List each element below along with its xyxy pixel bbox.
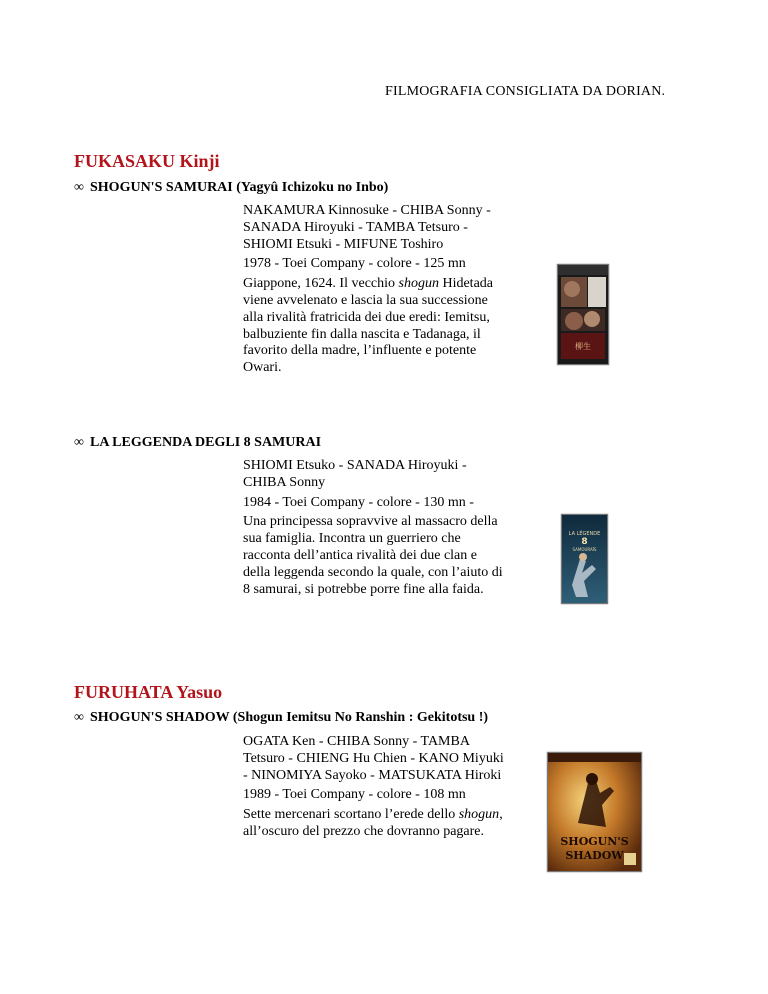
svg-text:SHADOW: SHADOW [565, 849, 624, 862]
film-plot: Sette mercenari scortano l’erede dello shogun, all’oscuro del prezzo che dovranno pagare. [243, 807, 503, 839]
film-info: 1989 - Toei Company - colore - 108 mn [243, 787, 466, 803]
infinity-bullet-icon: ∞ [74, 180, 84, 195]
film-details-shoguns-samurai [243, 203, 505, 380]
poster-image [561, 514, 608, 604]
film-title-leggenda-8-samurai [74, 435, 321, 451]
film-info: 1984 - Toei Company - colore - 130 mn - [243, 494, 474, 510]
poster-image [557, 264, 609, 365]
director-heading-furuhata: FURUHATA Yasuo [74, 682, 223, 702]
film-details-shoguns-shadow [243, 734, 505, 844]
svg-text:柳生: 柳生 [575, 342, 591, 351]
svg-text:SAMOURAÏS: SAMOURAÏS [572, 547, 597, 552]
film-plot: Una principessa sopravvive al massacro della sua famiglia. Incontra un guerriero che racconta dell’antica rivalità dei due clan e della leggenda secondo la quale, con l’aiuto di 8 samurai, si potrebbe porre fine alla faida. [243, 514, 503, 597]
page-title: FILMOGRAFIA CONSIGLIATA DA DORIAN. [385, 84, 666, 99]
poster-image [547, 752, 642, 872]
film-cast: SHIOMI Etsuko - SANADA Hiroyuki - CHIBA Sonny [243, 458, 467, 490]
film-title-text: SHOGUN'S SAMURAI (Yagyû Ichizoku no Inbo) [90, 180, 389, 195]
infinity-bullet-icon: ∞ [74, 435, 84, 450]
poster-text: SHOGUN'S [560, 835, 629, 848]
film-title-text: LA LEGGENDA DEGLI 8 SAMURAI [90, 435, 322, 450]
film-details-leggenda-8-samurai [243, 458, 505, 601]
poster-text: LA LÉGENDE [568, 531, 601, 537]
film-plot: Giappone, 1624. Il vecchio shogun Hidetada viene avvelenato e lascia la sua successione alla rivalità fratricida dei due eredi: Iemitsu, balbuziente fin dalla nascita e Tadanaga, il favorito della madre, l’influente e potente Owari. [243, 276, 493, 376]
film-title-shoguns-samurai [74, 180, 388, 196]
film-info: 1978 - Toei Company - colore - 125 mn [243, 256, 466, 272]
film-cast: NAKAMURA Kinnosuke - CHIBA Sonny - SANADA Hiroyuki - TAMBA Tetsuro - SHIOMI Etsuki - MIFUNE Toshiro [243, 203, 491, 252]
director-heading-fukasaku: FUKASAKU Kinji [74, 151, 220, 171]
svg-text:8: 8 [581, 537, 588, 547]
film-title-shoguns-shadow [74, 710, 488, 726]
infinity-bullet-icon: ∞ [74, 710, 84, 725]
film-title-text: SHOGUN'S SHADOW (Shogun Iemitsu No Ranshin : Gekitotsu !) [90, 710, 489, 725]
film-cast: OGATA Ken - CHIBA Sonny - TAMBA Tetsuro - CHIENG Hu Chien - KANO Miyuki - NINOMIYA Sayoko - MATSUKATA Hiroki [243, 734, 504, 783]
